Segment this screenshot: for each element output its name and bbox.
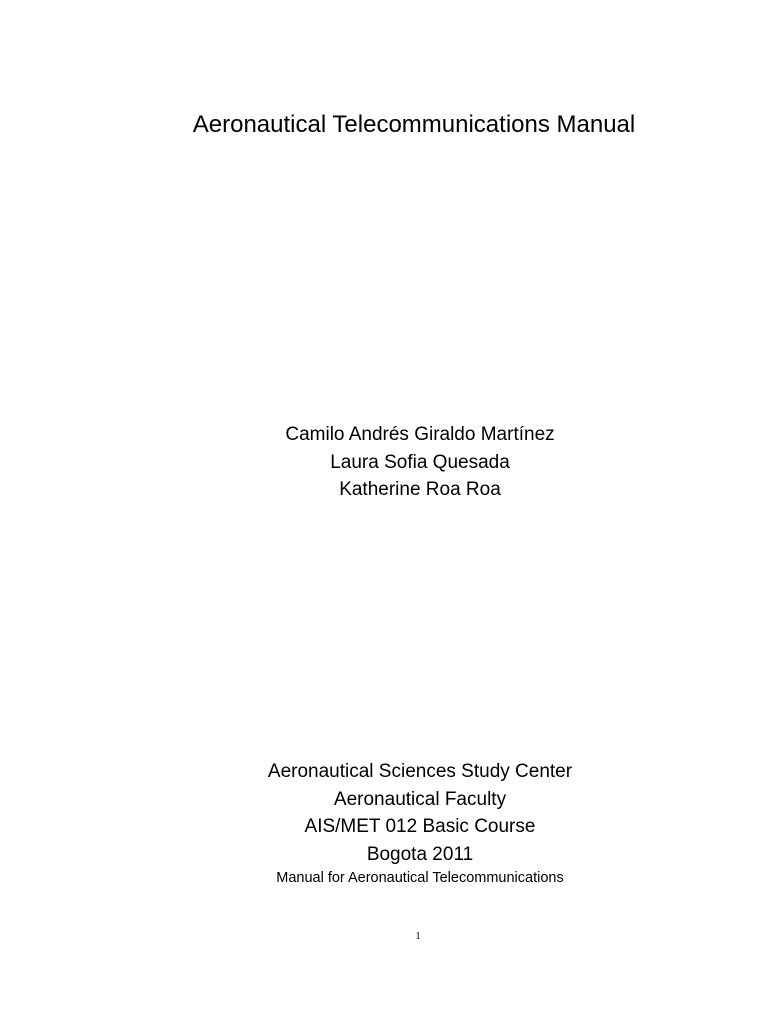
author-list bbox=[0, 421, 768, 504]
document-subtitle: Manual for Aeronautical Telecommunications bbox=[276, 870, 564, 886]
document-title: Aeronautical Telecommunications Manual bbox=[192, 111, 636, 138]
institution-block bbox=[0, 758, 768, 868]
location-year: Bogota 2011 bbox=[366, 843, 474, 865]
faculty-name: Aeronautical Faculty bbox=[333, 788, 507, 810]
course-name: AIS/MET 012 Basic Course bbox=[304, 816, 536, 837]
institution-name: Aeronautical Sciences Study Center bbox=[267, 761, 573, 782]
author-name: Laura Sofia Quesada bbox=[330, 451, 510, 473]
author-name: Katherine Roa Roa bbox=[339, 479, 501, 500]
page-number: 1 bbox=[415, 930, 421, 942]
author-name: Camilo Andrés Giraldo Martínez bbox=[285, 424, 555, 445]
